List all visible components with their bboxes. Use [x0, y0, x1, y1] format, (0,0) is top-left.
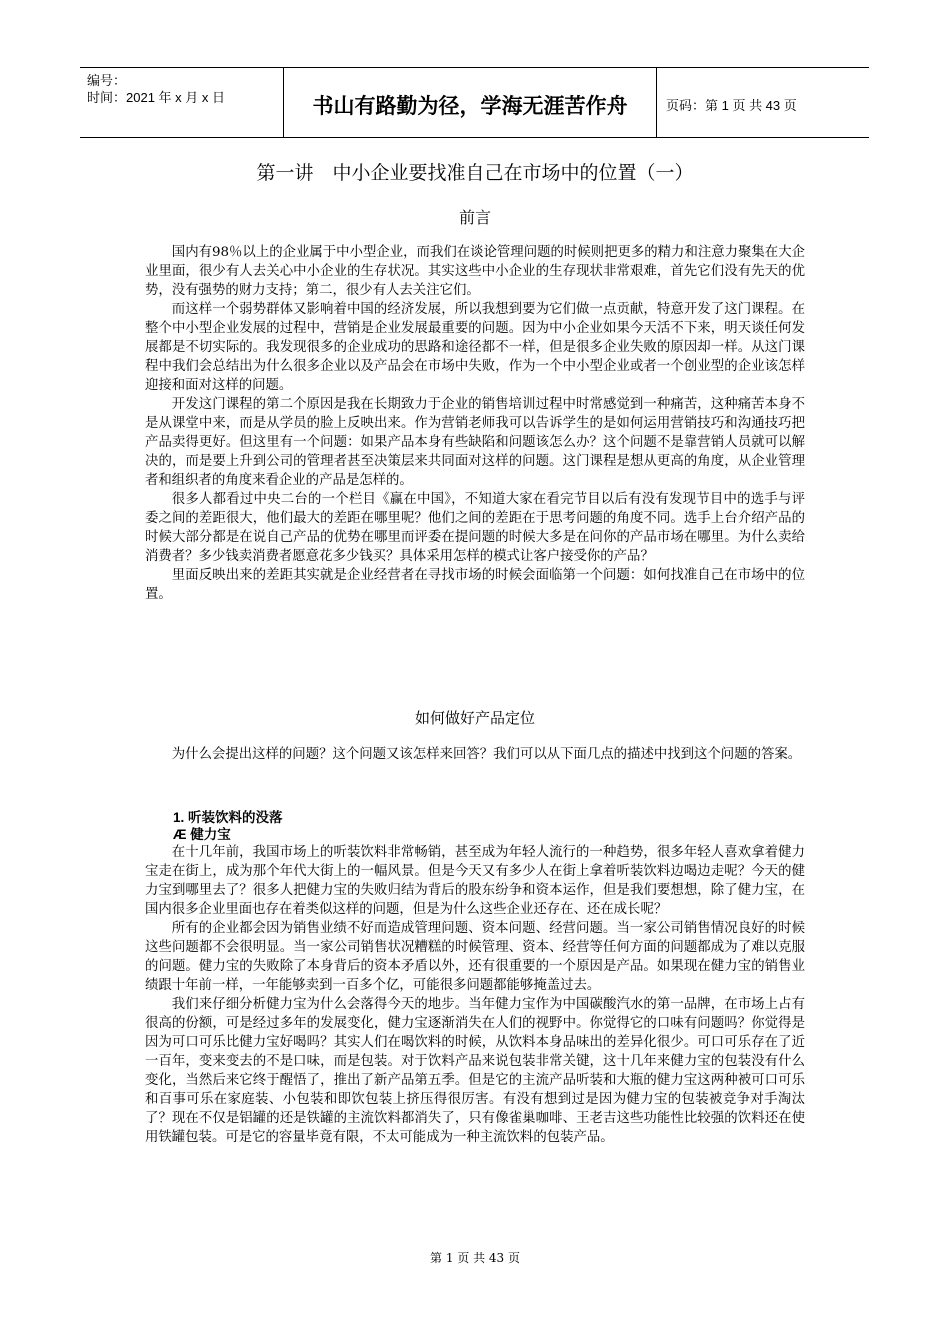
paragraph: 为什么会提出这样的问题？这个问题又该怎样来回答？我们可以从下面几点的描述中找到这个问题的答案。 — [171, 747, 802, 762]
doc-number: 编号： — [87, 73, 127, 88]
doc-time: 时间：2021 年 x 月 x 日 — [87, 90, 225, 105]
header-divider — [656, 68, 657, 137]
header-motto: 书山有路勤为径，学海无涯苦作舟 — [312, 94, 628, 118]
section-body — [145, 843, 805, 1147]
preface-heading: 前言 — [458, 208, 491, 227]
header-meta — [87, 72, 225, 106]
preface-body — [145, 243, 805, 604]
page-footer: 第 1 页 共 43 页 — [430, 1251, 520, 1265]
paragraph: 在十几年前，我国市场上的听装饮料非常畅销，甚至成为年轻人流行的一种趋势，很多年轻人喜欢拿着健力宝走在街上，成为那个年代大街上的一幅风景。但是今天又有多少人在街上拿着听装饮料边喝边走呢？今天的健力宝到哪里去了？很多人把健力宝的失败归结为背后的股东纷争和资本运作，但是我们要想想，除了健力宝，在国内很多企业里面也存在着类似这样的问题，但是为什么这些企业还存在、还在成长呢？ — [145, 845, 805, 917]
subsubsection-heading: Æ 健力宝 — [173, 827, 231, 842]
paragraph: 很多人都看过中央二台的一个栏目《赢在中国》，不知道大家在看完节目以后有没有发现节目中的选手与评委之间的差距很大，他们最大的差距在哪里呢？他们之间的差距在于思考问题的角度不同。选手上台介绍产品的时候大部分都是在说自己产品的优势在哪里而评委在提问题的时候大多是在问你的产品市场在哪里。为什么卖给消费者？多少钱卖消费者愿意花多少钱买？具体采用怎样的模式让客户接受你的产品？ — [145, 492, 805, 564]
page-title: 第一讲 中小企业要找准自己在市场中的位置（一） — [256, 162, 694, 184]
page-header — [80, 67, 869, 138]
section-intro — [145, 745, 805, 764]
header-page-info: 页码：第 1 页 共 43 页 — [666, 98, 797, 113]
paragraph: 而这样一个弱势群体又影响着中国的经济发展，所以我想到要为它们做一点贡献，特意开发了这门课程。在整个中小型企业发展的过程中，营销是企业发展最重要的问题。因为中小企业如果今天活不下来，明天谈任何发展都是不切实际的。我发现很多的企业成功的思路和途径都不一样，但是很多企业失败的原因却一样。从这门课程中我们会总结出为什么很多企业以及产品会在市场中失败，作为一个中小型企业或者一个创业型的企业该怎样迎接和面对这样的问题。 — [145, 302, 805, 393]
subsection-heading: 1. 听装饮料的没落 — [173, 810, 283, 825]
paragraph: 国内有98％以上的企业属于中小型企业，而我们在谈论管理问题的时候则把更多的精力和注意力聚集在大企业里面，很少有人去关心中小企业的生存状况。其实这些中小企业的生存现状非常艰难，首先它们没有先天的优势，没有强势的财力支持；第二，很少有人去关注它们。 — [145, 245, 805, 298]
paragraph: 开发这门课程的第二个原因是我在长期致力于企业的销售培训过程中时常感觉到一种痛苦，这种痛苦本身不是从课堂中来，而是从学员的脸上反映出来。作为营销老师我可以告诉学生的是如何运用营销技巧和沟通技巧把产品卖得更好。但这里有一个问题：如果产品本身有些缺陷和问题该怎么办？这个问题不是靠营销人员就可以解决的，而是要上升到公司的管理者甚至决策层来共同面对这样的问题。这门课程是想从更高的角度，从企业管理者和组织者的角度来看企业的产品是怎样的。 — [145, 397, 805, 488]
section-heading: 如何做好产品定位 — [414, 709, 535, 727]
paragraph: 所有的企业都会因为销售业绩不好而造成管理问题、资本问题、经营问题。当一家公司销售情况良好的时候这些问题都不会很明显。当一家公司销售状况糟糕的时候管理、资本、经营等任何方面的问题都成为了难以克服的问题。健力宝的失败除了本身背后的资本矛盾以外，还有很重要的一个原因是产品。如果现在健力宝的销售业绩跟十年前一样，一年能够卖到一百多个亿，可能很多问题都能够掩盖过去。 — [145, 921, 805, 993]
paragraph: 里面反映出来的差距其实就是企业经营者在寻找市场的时候会面临第一个问题：如何找准自己在市场中的位置。 — [145, 568, 805, 602]
paragraph: 我们来仔细分析健力宝为什么会落得今天的地步。当年健力宝作为中国碳酸汽水的第一品牌，在市场上占有很高的份额，可是经过多年的发展变化，健力宝逐渐消失在人们的视野中。你觉得它的口味有问题吗？你觉得是因为可口可乐比健力宝好喝吗？其实人们在喝饮料的时候，从饮料本身品味出的差异化很少。可口可乐存在了近一百年，变来变去的不是口味，而是包装。对于饮料产品来说包装非常关键，这十几年来健力宝的包装没有什么变化，当然后来它终于醒悟了，推出了新产品第五季。但是它的主流产品听装和大瓶的健力宝这两种被可口可乐和百事可乐在家庭装、小包装和即饮包装上挤压得很厉害。有没有想到过是因为健力宝的包装被竞争对手淘汰了？现在不仅是铝罐的还是铁罐的主流饮料都消失了，只有像雀巢咖啡、王老吉这些功能性比较强的饮料还在使用铁罐包装。可是它的容量毕竟有限，不太可能成为一种主流饮料的包装产品。 — [145, 997, 805, 1145]
